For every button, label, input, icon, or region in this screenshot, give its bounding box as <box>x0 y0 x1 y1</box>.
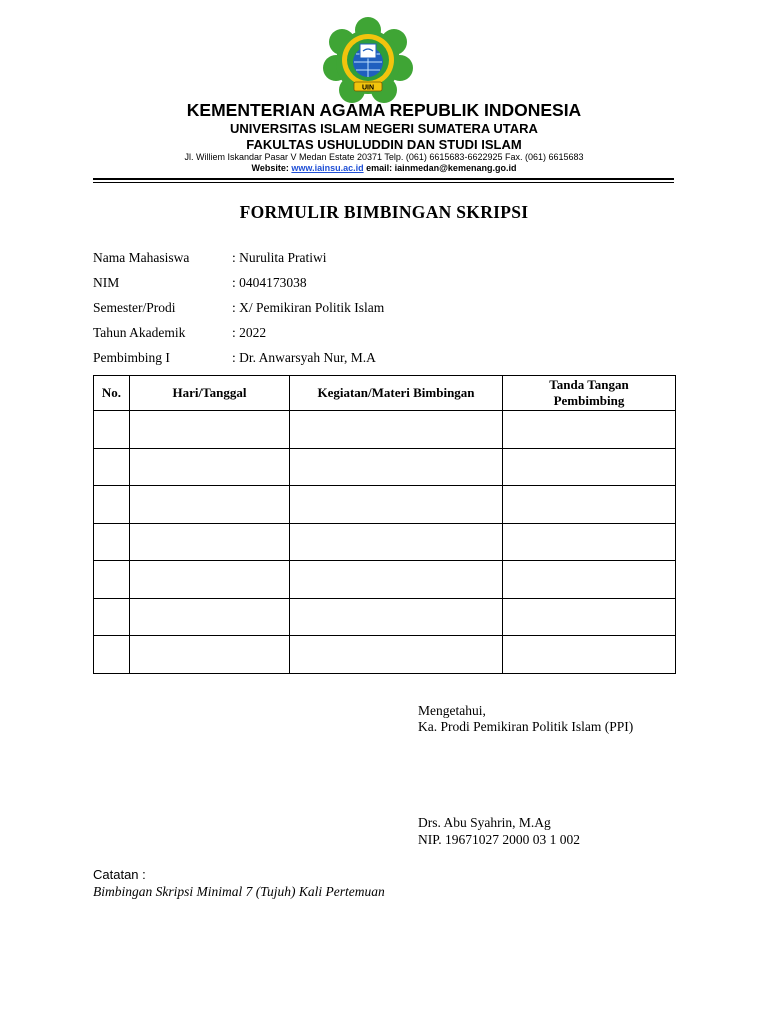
table-cell[interactable] <box>94 411 130 449</box>
table-cell[interactable] <box>290 486 503 524</box>
table-cell[interactable] <box>130 523 290 561</box>
table-cell[interactable] <box>130 448 290 486</box>
ministry-name: KEMENTERIAN AGAMA REPUBLIK INDONESIA <box>186 100 582 120</box>
table-row <box>94 636 676 674</box>
column-header-date: Hari/Tanggal <box>130 376 290 411</box>
field-value: : 2022 <box>232 325 267 340</box>
header-rule-thick <box>93 178 674 180</box>
table-cell[interactable] <box>290 448 503 486</box>
field-value: : X/ Pemikiran Politik Islam <box>232 300 385 315</box>
table-cell[interactable] <box>503 448 676 486</box>
approval-position: Ka. Prodi Pemikiran Politik Islam (PPI) <box>418 719 634 734</box>
website-label: Website: <box>251 163 289 173</box>
table-cell[interactable] <box>94 523 130 561</box>
uin-emblem-icon <box>320 16 416 104</box>
table-cell[interactable] <box>503 411 676 449</box>
table-cell[interactable] <box>130 598 290 636</box>
table-cell[interactable] <box>94 636 130 674</box>
field-label: Semester/Prodi <box>93 300 176 315</box>
university-name: UNIVERSITAS ISLAM NEGERI SUMATERA UTARA <box>230 121 538 136</box>
table-row <box>94 448 676 486</box>
table-cell[interactable] <box>503 598 676 636</box>
field-label: Nama Mahasiswa <box>93 250 190 265</box>
table-cell[interactable] <box>94 486 130 524</box>
approver-name: Drs. Abu Syahrin, M.Ag <box>418 815 551 830</box>
email-label: email: <box>366 163 393 173</box>
table-header-row <box>94 376 676 411</box>
table-cell[interactable] <box>290 598 503 636</box>
email-address: iainmedan@kemenang.go.id <box>394 163 517 173</box>
table-cell[interactable] <box>130 561 290 599</box>
field-value: : Dr. Anwarsyah Nur, M.A <box>232 350 376 365</box>
column-header-signature: Tanda Tangan Pembimbing <box>503 376 676 411</box>
table-row <box>94 411 676 449</box>
table-cell[interactable] <box>130 486 290 524</box>
header-rule-thin <box>93 182 674 183</box>
table-cell[interactable] <box>94 448 130 486</box>
table-cell[interactable] <box>503 486 676 524</box>
field-label: Pembimbing I <box>93 350 170 365</box>
table-cell[interactable] <box>130 411 290 449</box>
table-cell[interactable] <box>130 636 290 674</box>
approver-nip: NIP. 19671027 2000 03 1 002 <box>418 832 581 847</box>
table-cell[interactable] <box>94 598 130 636</box>
contact-line <box>0 163 768 173</box>
table-cell[interactable] <box>94 561 130 599</box>
note-label: Catatan : <box>93 867 146 882</box>
column-header-activity: Kegiatan/Materi Bimbingan <box>290 376 503 411</box>
table-cell[interactable] <box>503 636 676 674</box>
guidance-table <box>93 375 676 674</box>
faculty-name: FAKULTAS USHULUDDIN DAN STUDI ISLAM <box>246 137 522 152</box>
approval-acknowledged: Mengetahui, <box>418 703 486 718</box>
note-text: Bimbingan Skripsi Minimal 7 (Tujuh) Kali Pertemuan <box>93 884 385 899</box>
address-line: Jl. Williem Iskandar Pasar V Medan Estate 20371 Telp. (061) 6615683-6622925 Fax. (061) 6615683 <box>184 152 584 162</box>
table-cell[interactable] <box>503 523 676 561</box>
form-title: FORMULIR BIMBINGAN SKRIPSI <box>239 202 529 222</box>
field-value: : 0404173038 <box>232 275 307 290</box>
field-label: NIM <box>93 275 120 290</box>
field-value: : Nurulita Pratiwi <box>232 250 327 265</box>
table-cell[interactable] <box>503 561 676 599</box>
table-row <box>94 598 676 636</box>
table-cell[interactable] <box>290 411 503 449</box>
table-cell[interactable] <box>290 561 503 599</box>
table-row <box>94 523 676 561</box>
field-label: Tahun Akademik <box>93 325 186 340</box>
table-cell[interactable] <box>290 523 503 561</box>
website-link[interactable]: www.iainsu.ac.id <box>291 163 364 173</box>
table-row <box>94 561 676 599</box>
logo-text: UIN <box>361 84 375 92</box>
table-cell[interactable] <box>290 636 503 674</box>
column-header-no: No. <box>94 376 130 411</box>
table-row <box>94 486 676 524</box>
